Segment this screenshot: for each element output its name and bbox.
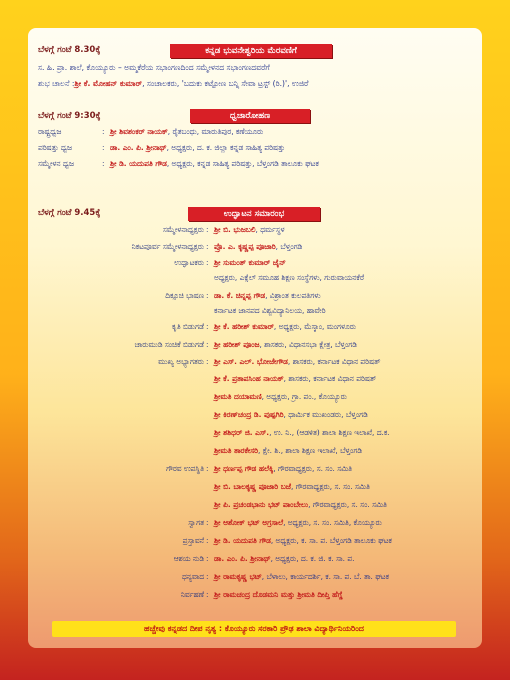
program-value (214, 427, 390, 438)
program-person-name: ಶ್ರೀಮತಿ ತಾರಕೇಸರಿ (214, 446, 259, 455)
program-person-name: ಶ್ರೀ ಸುಮಂತ್ ಕುಮಾರ್ ಜೈನ್ (214, 258, 286, 267)
program-colon: : (206, 258, 209, 267)
program-value (214, 553, 354, 564)
flag-label: ಸಮ್ಮೇಳನ ಧ್ವಜ (38, 159, 74, 168)
program-value (214, 589, 343, 600)
program-person-name: ಶ್ರೀ ಬಿ. ಬಾಲಕೃಷ್ಣ ಪೂಜಾರಿ ಬಜೆ (214, 482, 291, 491)
section1-title-banner: ಕನ್ನಡ ಭುವನೇಶ್ವರಿಯ ಮೆರವಣಿಗೆ (170, 44, 332, 58)
program-value (214, 321, 356, 332)
program-label: ಸ್ವಾಗತ (188, 518, 204, 527)
flag-value (110, 126, 263, 137)
program-value (214, 463, 352, 474)
program-designation: , ಅಧ್ಯಕ್ಷರು, ಕ. ಸಾ. ಪ. ಬೆಳ್ತಂಗಡಿ ತಾಲೂಕು ಘಟಕ (270, 536, 392, 545)
program-designation: , ಧಾರ್ಮಿಕ ಮುಖಂಡರು, ಬೆಳ್ತಂಗಡಿ (283, 410, 368, 419)
section3-time: ಬೆಳಗ್ಗೆ ಗಂಟೆ 9.45ಕ್ಕೆ (38, 208, 101, 218)
program-designation: , ಬೆಳಾಲು, ಕಾರ್ಯದರ್ಶಿ, ಕ. ಸಾ. ಪ. ಬೆ. ತಾ. ಘಟಕ (261, 572, 389, 581)
program-person-name: ಶ್ರೀ ಕೆ. ಹರೀಶ್ ಕುಮಾರ್ (214, 322, 274, 331)
section2-time: ಬೆಳಗ್ಗೆ ಗಂಟೆ 9:30ಕ್ಕೆ (38, 111, 101, 121)
program-person-name: ಶ್ರೀ ಪಿ. ಪ್ರಚಂಡಭಾನು ಭಟ್ ಪಾಂಬೇಲು (214, 500, 309, 509)
program-designation: , ಶಾಸಕರು, ಕರ್ನಾಟಕ ವಿಧಾನ ಪರಿಷತ್ (283, 374, 377, 383)
program-value (214, 290, 321, 301)
program-colon: : (206, 242, 209, 251)
program-label: ಪ್ರಸ್ತಾವನೆ (182, 536, 204, 545)
program-person-name: ಶ್ರೀ ಎಸ್. ಎಲ್. ಭೋಜೇಗೌಡ (214, 357, 288, 366)
program-designation: , ಬೆಳ್ತಂಗಡಿ (275, 242, 303, 251)
flag-label: ರಾಷ್ಟ್ರಧ್ವಜ (38, 127, 62, 136)
program-colon: : (206, 464, 209, 473)
program-label: ದಿಕ್ಸೂಚಿ ಭಾಷಣ (165, 291, 204, 300)
program-value (214, 224, 285, 235)
program-colon: : (206, 322, 209, 331)
procession-route: ಸ. ಹಿ. ಪ್ರಾ. ಶಾಲೆ, ಕೊಯ್ಯೂರು – ಅಮ್ಮಕೆರೆಯ ಸಭಾಂಗಣದಿಂದ ಸಮ್ಮೇಳನದ ಸಭಾಂಗಣದವರೆಗೆ (38, 63, 270, 72)
program-colon: : (206, 357, 209, 366)
program-colon: : (206, 572, 209, 581)
program-colon: : (206, 554, 209, 563)
flag-designation: , ಅಧ್ಯಕ್ಷರು, ಕನ್ನಡ ಸಾಹಿತ್ಯ ಪರಿಷತ್ತು, ಬೆಳ್ತಂಗಡಿ ತಾಲೂಕು ಘಟಕ (166, 159, 319, 168)
section1-time: ಬೆಳಗ್ಗೆ ಗಂಟೆ 8.30ಕ್ಕೆ (38, 45, 101, 55)
program-value (214, 339, 357, 350)
program-person-name: ಶ್ರೀ ಹರೀಶ್ ಪೂಂಜ (214, 340, 260, 349)
program-colon: : (206, 590, 209, 599)
program-designation: , ಗೌರವಾಧ್ಯಕ್ಷರು, ಸ. ಸಂ. ಸಮಿತಿ (273, 464, 353, 473)
program-label: ನಿಕಟಪೂರ್ವ ಸಮ್ಮೇಳನಾಧ್ಯಕ್ಷರು (131, 242, 204, 251)
program-value (214, 481, 370, 492)
flag-colon: : (102, 127, 105, 136)
program-label: ಆಶಯ ನುಡಿ (173, 554, 204, 563)
program-colon: : (206, 536, 209, 545)
flag-colon: : (102, 143, 105, 152)
program-designation: , ಶಾಸಕರು, ಕರ್ನಾಟಕ ವಿಧಾನ ಪರಿಷತ್ (287, 357, 381, 366)
program-label: ಚಾರುಮುಡಿ ಸಂಚಿಕೆ ಬಿಡುಗಡೆ (134, 340, 204, 349)
program-colon: : (206, 291, 209, 300)
flag-designation: , ಅಧ್ಯಕ್ಷರು, ದ. ಕ. ಜಿಲ್ಲಾ ಕನ್ನಡ ಸಾಹಿತ್ಯ ಪರಿಷತ್ತು (166, 143, 285, 152)
program-label: ಮುಖ್ಯ ಅಭ್ಯಾಗತರು (158, 357, 204, 366)
flag-value (110, 158, 319, 169)
program-value (214, 241, 302, 252)
program-label: ನಿರ್ವಹಣೆ (180, 590, 204, 599)
program-label: ಸಮ್ಮೇಳನಾಧ್ಯಕ್ಷರು (162, 225, 204, 234)
program-colon: : (206, 518, 209, 527)
flag-designation: , ರೈತಬಂಧು, ಮಾರುತಿಪುರ, ಕಣೆಯೂರು (167, 127, 264, 136)
program-person-name: ಶ್ರೀ ಆಶೋಕ್ ಭಟ್ ಅಗ್ರಸಾಲೆ (214, 518, 284, 527)
program-person-name: ಶ್ರೀ ರಾಮಚಂದ್ರ ದೊಡಮನಿ ಮತ್ತು ಶ್ರೀಮತಿ ದೀಪ್ತಿ ಹೆಗ್ಡೆ (214, 590, 343, 599)
section2-title-banner: ಧ್ವಜಾರೋಹಣ (190, 109, 310, 123)
program-designation: ಅಧ್ಯಕ್ಷರು, ಎಕ್ಸೆಲ್ ಸಮೂಹ ಶಿಕ್ಷಣ ಸಂಸ್ಥೆಗಳು, ಗುರುವಾಯನಕೆರೆ (214, 273, 365, 282)
footer-dance-note: ಹಚ್ಚೇವು ಕನ್ನಡದ ದೀಪ ನೃತ್ಯ : ಕೊಯ್ಯೂರು ಸರಕಾರಿ ಪ್ರೌಢ ಶಾಲಾ ವಿದ್ಯಾರ್ಥಿನಿಯರಿಂದ (52, 621, 456, 637)
program-person-name: ಶ್ರೀ ರಾಮಕೃಷ್ಣ ಭಟ್ (214, 572, 262, 581)
program-label: ಗೌರವ ಉಪಸ್ಥಿತಿ (166, 464, 204, 473)
program-value (214, 499, 387, 510)
program-designation: , ಕ್ಷೇ. ಶಿ., ಶಾಲಾ ಶಿಕ್ಷಣ ಇಲಾಖೆ, ಬೆಳ್ತಂಗಡಿ (258, 446, 362, 455)
flag-person-name: ಶ್ರೀ ಡಿ. ಯದುಪತಿ ಗೌಡ (110, 159, 167, 168)
program-person-name: ಶ್ರೀ ಬಿ. ಭುಜಬಲಿ (214, 225, 256, 234)
flag-label: ಪರಿಷತ್ತು ಧ್ವಜ (38, 143, 72, 152)
program-person-name: ಪ್ರೊ. ಎ. ಕೃಷ್ಣಪ್ಪ ಪೂಜಾರಿ (214, 242, 276, 251)
program-value (214, 272, 364, 283)
program-value (214, 257, 286, 268)
program-designation: ಕರ್ನಾಟಕ ಜಾನಪದ ವಿಶ್ವವಿದ್ಯಾನಿಲಯ, ಹಾವೇರಿ (214, 306, 326, 315)
procession-inaugurator: ಶುಭ ಚಾಲನೆ :ಶ್ರೀ ಕೆ. ಮೋಹನ್ ಕುಮಾರ್, ಸಂಚಾಲಕರು, 'ಬದುಕು ಕಟ್ಟೋಣ ಬನ್ನಿ ಸೇವಾ ಟ್ರಸ್ಟ್ (ರಿ.)', ಉಜಿರೆ (38, 79, 309, 88)
program-designation: , ಅಧ್ಯಕ್ಷರು, ಸ. ಸಂ. ಸಮಿತಿ, ಕೊಯ್ಯೂರು (283, 518, 382, 527)
program-person-name: ಶ್ರೀಮತಿ ದಯಾಮಣಿ (214, 392, 262, 401)
program-designation: , ಶಾಸಕರು, ವಿಧಾನಸಭಾ ಕ್ಷೇತ್ರ, ಬೆಳ್ತಂಗಡಿ (259, 340, 357, 349)
program-designation: , ವಿಶ್ರಾಂತ ಕುಲಪತಿಗಳು (265, 291, 321, 300)
program-value (214, 391, 347, 402)
program-value (214, 535, 392, 546)
flag-person-name: ಶ್ರೀ ಶಿವಶಂಕರ್ ನಾಯಕ್ (110, 127, 168, 136)
program-person-name: ಶ್ರೀ ಕೆ. ಪ್ರತಾಪಸಿಂಹ ನಾಯಕ್ (214, 374, 284, 383)
program-value (214, 305, 326, 316)
program-person-name: ಶ್ರೀ ಕಿರಣ್‌ಚಂದ್ರ ಡಿ. ಪುಷ್ಪಗಿರಿ (214, 410, 284, 419)
program-value (214, 409, 368, 420)
section3-title-banner: ಉದ್ಘಾಟನ ಸಮಾರಂಭ (188, 207, 320, 221)
program-person-name: ಡಾ. ಎಂ. ಪಿ. ಶ್ರೀನಾಥ್ (214, 554, 271, 563)
program-value (214, 356, 380, 367)
program-designation: , ಅಧ್ಯಕ್ಷರು, ದ. ಕ. ಜಿ. ಕ. ಸಾ. ಪ. (270, 554, 355, 563)
program-label: ಧನ್ಯವಾದ (181, 572, 204, 581)
program-person-name: ಡಾ. ಕೆ. ಚಿನ್ನಪ್ಪ ಗೌಡ (214, 291, 266, 300)
flag-value (110, 142, 285, 153)
program-person-name: ಶ್ರೀ ಧರ್ಣಪ್ಪ ಗೌಡ ಹಲೆಕ್ಕಿ (214, 464, 274, 473)
program-designation: , ಗೌರವಾಧ್ಯಕ್ಷರು, ಸ. ಸಂ. ಸಮಿತಿ (308, 500, 387, 509)
program-value (214, 517, 382, 528)
program-value (214, 445, 362, 456)
program-value (214, 373, 376, 384)
program-designation: , ಅಧ್ಯಕ್ಷರು, ಗ್ರಾ. ಪಂ., ಕೊಯ್ಯೂರು (261, 392, 347, 401)
program-colon: : (206, 340, 209, 349)
program-designation: , ಅಧ್ಯಕ್ಷರು, ಮೆಸ್ಕಾಂ, ಮಂಗಳೂರು (273, 322, 357, 331)
program-designation: , ಉ. ನಿ., (ಆಡಳಿತ) ಶಾಲಾ ಶಿಕ್ಷಣ ಇಲಾಖೆ, ದ.ಕ. (269, 428, 390, 437)
flag-colon: : (102, 159, 105, 168)
program-value (214, 571, 389, 582)
program-designation: , ಧರ್ಮಸ್ಥಳ (255, 225, 285, 234)
program-colon: : (206, 225, 209, 234)
program-person-name: ಶ್ರೀ ಡಿ. ಯದುಪತಿ ಗೌಡ (214, 536, 271, 545)
program-person-name: ಶ್ರೀ ಶಶಿಧರ್ ಜಿ. ಎಸ್. (214, 428, 270, 437)
program-label: ಉದ್ಘಾಟಕರು (174, 258, 204, 267)
flag-person-name: ಡಾ. ಎಂ. ಪಿ. ಶ್ರೀನಾಥ್ (110, 143, 167, 152)
program-designation: , ಗೌರವಾಧ್ಯಕ್ಷರು, ಸ. ಸಂ. ಸಮಿತಿ (290, 482, 370, 491)
program-label: ಕೃತಿ ಬಿಡುಗಡೆ (172, 322, 204, 331)
